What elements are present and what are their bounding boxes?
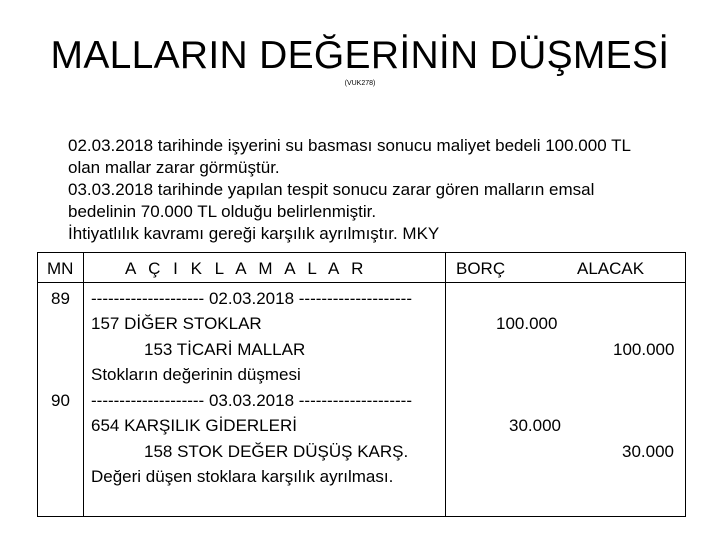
entry-number: 89 bbox=[51, 289, 70, 308]
column-divider-mn bbox=[83, 252, 84, 517]
debit-amount: 100.000 bbox=[496, 314, 558, 333]
intro-line: 02.03.2018 tarihinde işyerini su basması sonucu maliyet bedeli 100.000 TL bbox=[68, 136, 631, 155]
intro-line: olan mallar zarar görmüştür. bbox=[68, 158, 280, 177]
intro-text bbox=[68, 135, 708, 245]
page-subtitle: (VUK278) bbox=[344, 80, 376, 87]
intro-line: bedelinin 70.000 TL olduğu belirlenmiştir. bbox=[68, 202, 377, 221]
table-row-text: 153 TİCARİ MALLAR bbox=[144, 340, 306, 359]
debit-amount: 30.000 bbox=[509, 416, 561, 435]
table-row-text: -------------------- 03.03.2018 -------------------- bbox=[91, 391, 412, 410]
entry-number: 90 bbox=[51, 391, 70, 410]
header-borc: BORÇ bbox=[456, 259, 506, 278]
table-row-text: -------------------- 02.03.2018 -------------------- bbox=[91, 289, 412, 308]
page-title: MALLARIN DEĞERİNİN DÜŞMESİ bbox=[50, 34, 670, 77]
table-row-text: 157 DİĞER STOKLAR bbox=[91, 314, 262, 333]
column-divider-aciklama bbox=[445, 252, 446, 517]
intro-line: 03.03.2018 tarihinde yapılan tespit sonucu zarar gören malların emsal bbox=[68, 180, 595, 199]
credit-amount: 100.000 bbox=[613, 340, 675, 359]
header-mn: MN bbox=[47, 259, 74, 278]
header-alacak: ALACAK bbox=[577, 259, 645, 278]
credit-amount: 30.000 bbox=[622, 442, 674, 461]
table-row-text: Stokların değerinin düşmesi bbox=[91, 365, 301, 384]
header-aciklama: A Ç I K L A M A L A R bbox=[125, 259, 366, 278]
table-row-text: 158 STOK DEĞER DÜŞÜŞ KARŞ. bbox=[144, 442, 409, 461]
table-row-text: Değeri düşen stoklara karşılık ayrılması. bbox=[91, 467, 394, 486]
intro-line: İhtiyatlılık kavramı gereği karşılık ayrılmıştır. MKY bbox=[68, 224, 440, 243]
journal-table bbox=[37, 252, 686, 517]
header-divider bbox=[37, 282, 686, 283]
table-row-text: 654 KARŞILIK GİDERLERİ bbox=[91, 416, 297, 435]
